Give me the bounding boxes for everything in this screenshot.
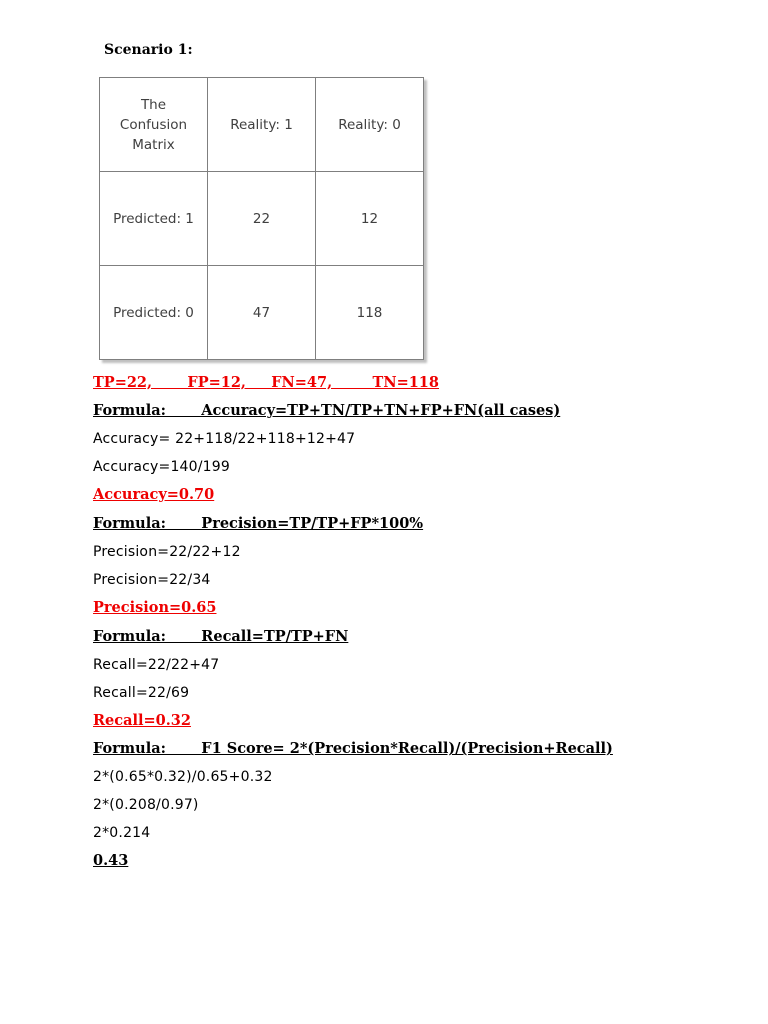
recall-step-1: Recall=22/22+47 <box>93 657 220 673</box>
scenario-heading: Scenario 1: <box>104 42 193 58</box>
cell-false-negative: 47 <box>208 266 316 360</box>
cell-true-negative: 118 <box>316 266 424 360</box>
cell-false-positive: 12 <box>316 172 424 266</box>
precision-step-1: Precision=22/22+12 <box>93 544 241 560</box>
accuracy-step-1: Accuracy= 22+118/22+118+12+47 <box>93 431 356 447</box>
f1-formula: Formula: F1 Score= 2*(Precision*Recall)/(Precision+Recall) <box>93 740 613 757</box>
row-header-predicted-0: Predicted: 0 <box>100 266 208 360</box>
precision-step-2: Precision=22/34 <box>93 572 211 588</box>
accuracy-step-2: Accuracy=140/199 <box>93 459 231 475</box>
cell-true-positive: 22 <box>208 172 316 266</box>
f1-step-1: 2*(0.65*0.32)/0.65+0.32 <box>93 769 273 785</box>
recall-step-2: Recall=22/69 <box>93 685 190 701</box>
recall-formula: Formula: Recall=TP/TP+FN <box>93 628 349 645</box>
table-row <box>100 172 424 266</box>
table-row <box>100 266 424 360</box>
column-header-reality-0: Reality: 0 <box>316 78 424 172</box>
accuracy-result: Accuracy=0.70 <box>93 486 215 503</box>
matrix-corner-label: The Confusion Matrix <box>100 78 208 172</box>
precision-result: Precision=0.65 <box>93 599 217 616</box>
f1-step-3: 2*0.214 <box>93 825 151 841</box>
row-header-predicted-1: Predicted: 1 <box>100 172 208 266</box>
accuracy-formula: Formula: Accuracy=TP+TN/TP+TN+FP+FN(all cases) <box>93 402 561 419</box>
f1-result: 0.43 <box>93 852 129 869</box>
precision-formula: Formula: Precision=TP/TP+FP*100% <box>93 515 424 532</box>
f1-step-2: 2*(0.208/0.97) <box>93 797 199 813</box>
counts-line: TP=22, FP=12, FN=47, TN=118 <box>93 374 439 391</box>
confusion-matrix-table <box>99 77 424 360</box>
column-header-reality-1: Reality: 1 <box>208 78 316 172</box>
table-row <box>100 78 424 172</box>
recall-result: Recall=0.32 <box>93 712 191 729</box>
